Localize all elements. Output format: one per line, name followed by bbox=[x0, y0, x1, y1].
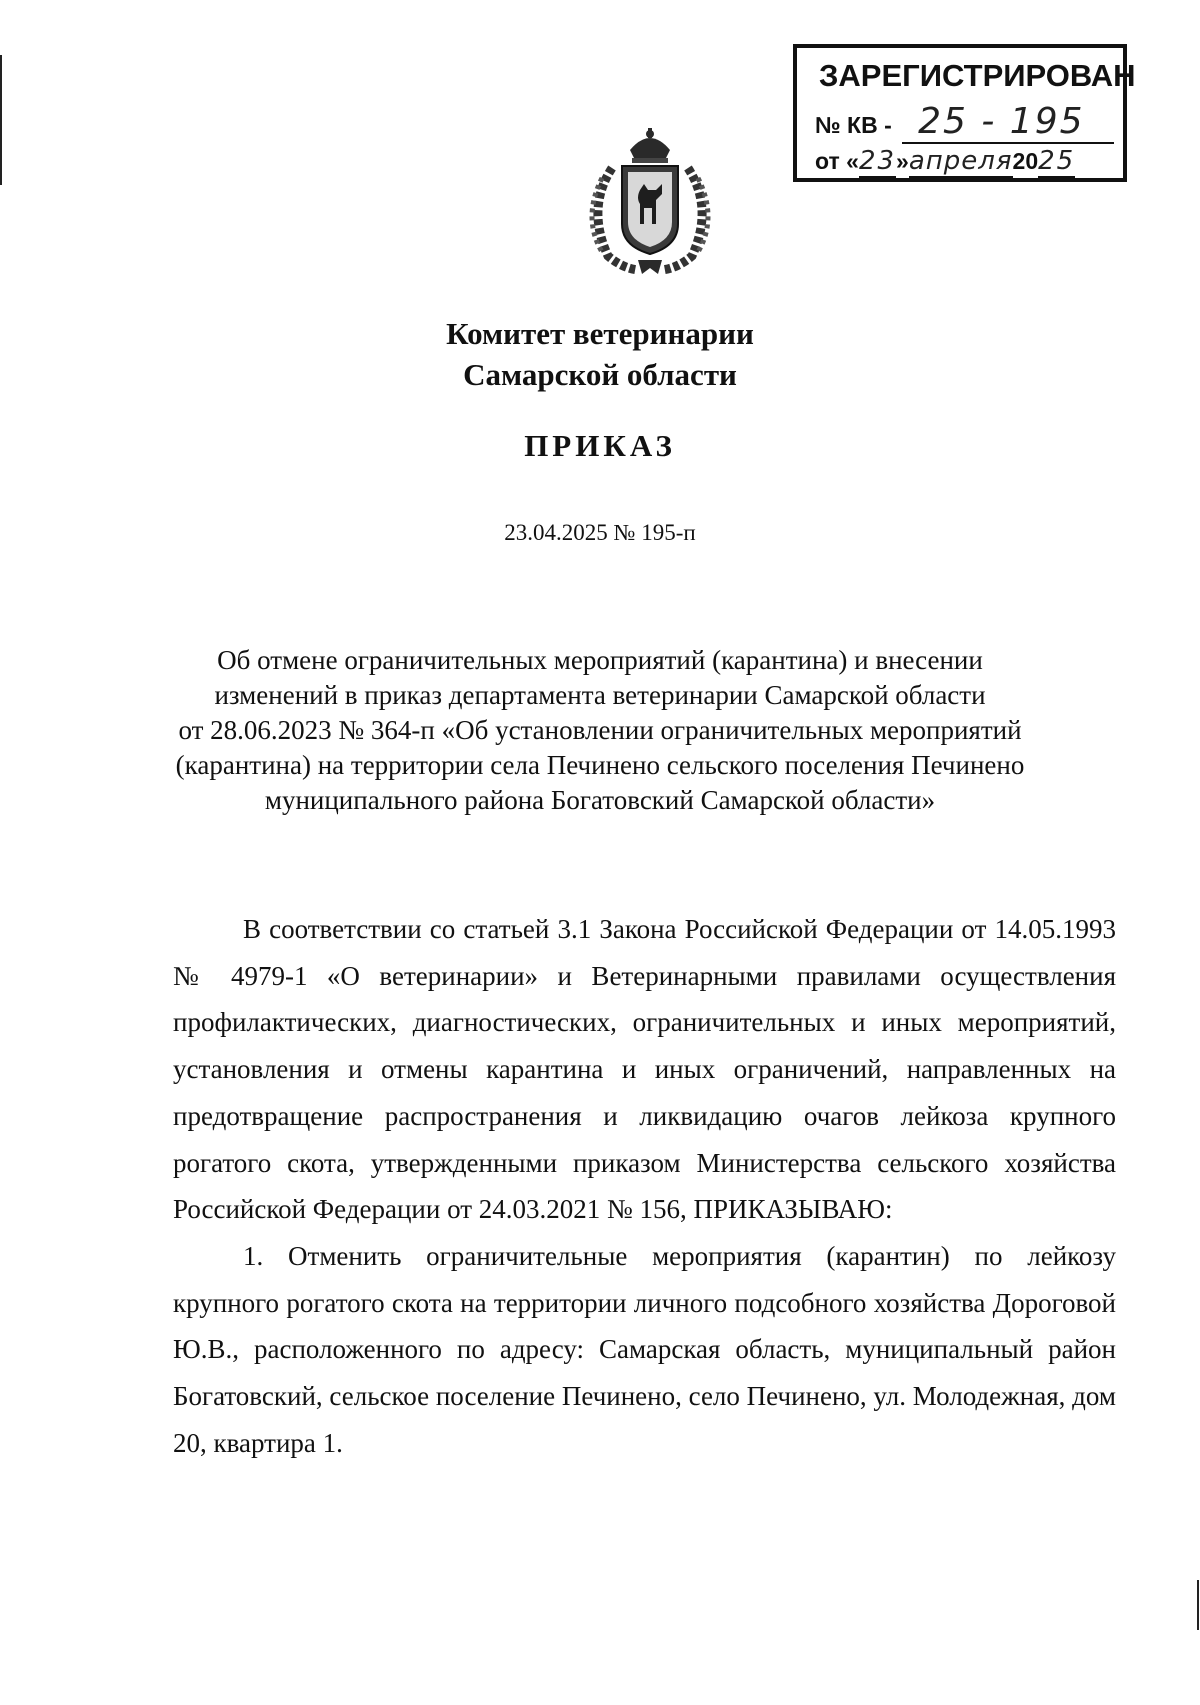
stamp-date-year-printed: 20 bbox=[1012, 148, 1039, 174]
organization-name bbox=[0, 313, 1200, 395]
stamp-number-field bbox=[902, 101, 1114, 144]
samara-oblast-coat-of-arms-icon bbox=[582, 128, 718, 276]
stamp-number-row bbox=[815, 101, 1114, 144]
stamp-date-day: 23 bbox=[858, 146, 897, 176]
stamp-date-mid: » bbox=[896, 148, 909, 174]
stamp-date-row bbox=[815, 146, 1075, 178]
document-date-number: 23.04.2025 № 195-п bbox=[504, 520, 696, 545]
subject-line: муниципального района Богатовский Самарской области» bbox=[264, 785, 936, 815]
document-body bbox=[173, 906, 1116, 1466]
stamp-title: ЗАРЕГИСТРИРОВАН bbox=[819, 58, 1136, 93]
stamp-number-handwritten: 25 - 195 bbox=[918, 101, 1085, 142]
scan-edge-mark bbox=[0, 55, 2, 185]
preamble-paragraph: В соответствии со статьей 3.1 Закона Российской Федерации от 14.05.1993 № 4979-1 «О ветеринарии» и Ветеринарными правилами осуществления профилактических, диагностических, ограничительных и иных мероприятий, установления и отмены карантина и иных ограничений, направленных на предотвращение распространения и ликвидацию очагов лейкоза крупного рогатого скота, утвержденными приказом Министерства сельского хозяйства Российской Федерации от 24.03.2021 № 156, ПРИКАЗЫВАЮ: bbox=[173, 914, 1116, 1225]
subject-line: от 28.06.2023 № 364-п «Об установлении ограничительных мероприятий bbox=[178, 715, 1022, 745]
stamp-date-year-handwritten: 25 bbox=[1038, 146, 1076, 176]
subject-line: (карантина) на территории села Печинено сельского поселения Печинено bbox=[175, 750, 1025, 780]
organization-name-line1: Комитет ветеринарии bbox=[446, 316, 754, 351]
document-subject bbox=[0, 643, 1200, 818]
subject-line: Об отмене ограничительных мероприятий (карантина) и внесении bbox=[217, 645, 983, 675]
stamp-date-prefix: от « bbox=[815, 148, 859, 174]
subject-line: изменений в приказ департамента ветеринарии Самарской области bbox=[214, 680, 986, 710]
scan-edge-mark bbox=[1197, 1580, 1199, 1630]
stamp-number-prefix: № КВ - bbox=[815, 112, 892, 138]
order-item-1: 1. Отменить ограничительные мероприятия (карантин) по лейкозу крупного рогатого скота на территории личного подсобного хозяйства Дороговой Ю.В., расположенного по адресу: Самарская область, муниципальный район Богатовский, сельское поселение Печинено, село Печинено, ул. Молодежная, дом 20, квартира 1. bbox=[173, 1240, 1116, 1458]
organization-name-line2: Самарской области bbox=[463, 357, 737, 392]
stamp-date-month: апреля bbox=[908, 146, 1013, 176]
registration-stamp bbox=[793, 44, 1136, 182]
document-type-title: ПРИКАЗ bbox=[524, 428, 676, 463]
